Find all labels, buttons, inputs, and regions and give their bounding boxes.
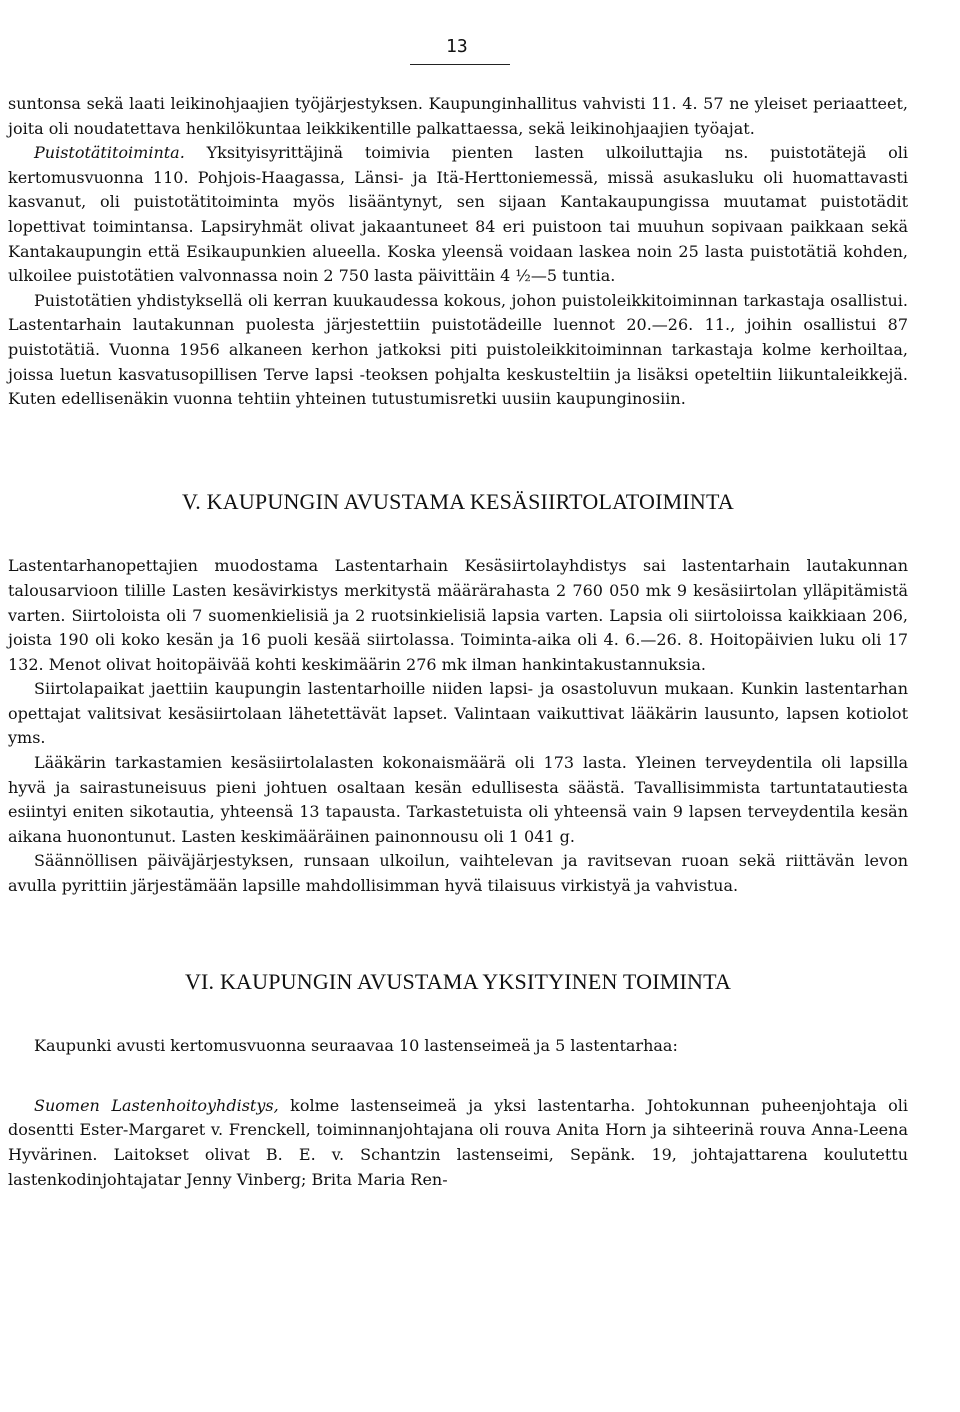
paragraph-paivajarjestys: Säännöllisen päiväjärjestyksen, runsaan ulkoilun, vaihtelevan ja ravitsevan ruoan sekä riittävän levon avulla pyrittiin järjestämään lapsille mahdollisimman hyvä tilaisuus virkistyä ja vahvistua. [8,851,908,896]
paragraph-text: Yksityisyrittäjinä toimivia pienten lasten ulkoiluttajia ns. puistotätejä oli kertomusvuonna 110. Pohjois-Haagassa, Länsi- ja Itä-Herttoniemessä, missä asukasluku oli huomattavasti kasvanut, oli puistotätitoiminta myös lisääntynyt, sen sijaan Kantakaupungissa muutamat puistotädit lopettivat toimintansa. Lapsiryhmät olivat jakaantuneet 84 eri puistoon tai muuhun sopivaan paikkaan sekä Kantakaupungin että Esikaupunkien alueella. Koska yleensä voidaan laskea noin 25 lasta puistotätiä kohden, ulkoilee puistotätien valvonnassa noin 2 750 lasta päivittäin 4 ½—5 tuntia. [8,143,908,286]
paragraph-puistotatitoiminta [8,141,908,289]
section-heading-vi: VI. KAUPUNGIN AVUSTAMA YKSITYINEN TOIMINTA [184,968,732,994]
paragraph-intro: Kaupunki avusti kertomusvuonna seuraavaa 10 lastenseimeä ja 5 lastentarhaa: [34,1036,678,1056]
paragraph-puistotatien-yhdistys: Puistotätien yhdistyksellä oli kerran kuukaudessa kokous, johon puistoleikkitoiminnan tarkastaja osallistui. Lastentarhain lautakunnan puolesta järjestettiin puistotädeille luennot 20.—26. 11., joihin osallistui 87 puistotätiä. Vuonna 1956 alkaneen kerhon jatkoksi piti puistoleikkitoiminnan tarkastaja kolme kerhoiltaa, joissa luetun kasvatusopillisen Terve lapsi -teoksen pohjalta keskusteltiin ja lisäksi opeteltiin liikuntaleikkejä. Kuten edellisenäkin vuonna tehtiin yhteinen tutustumisretki uusiin kaupunginosiin. [8,290,908,409]
page-number-rule [410,64,510,65]
page-body [8,92,908,1192]
organization-name: Suomen Lastenhoitoyhdistys, [34,1095,279,1115]
page-number: 13 [446,36,468,57]
paragraph-laakarin-tarkastus: Lääkärin tarkastamien kesäsiirtolalasten kokonaismäärä oli 173 lasta. Yleinen terveydentila oli lapsilla hyvä ja sairastuneisuus pieni johtuen osaltaan kesän edullisesta säästä. Tavallisimmista tartuntatautiesta esiintyi eniten sikotautia, yhteensä 13 tapausta. Tarkastetuista oli yhteensä vain 9 lapsen terveydentila kesän aikana huonontunut. Lasten keskimääräinen painonnousu oli 1 041 g. [8,753,908,846]
paragraph-siirtolapaikat: Siirtolapaikat jaettiin kaupungin lastentarhoille niiden lapsi- ja osastoluvun mukaan. Kunkin lastentarhan opettajat valitsivat kesäsiirtolaan lähetettävät lapset. Valintaan vaikuttivat lääkärin lausunto, lapsen kotiolot yms. [8,679,908,748]
section-heading-v: V. KAUPUNGIN AVUSTAMA KESÄSIIRTOLATOIMINTA [182,488,734,514]
paragraph-lastenhoitoyhdistys [8,1094,908,1192]
paragraph-continuation: suntonsa sekä laati leikinohjaajien työjärjestyksen. Kaupunginhallitus vahvisti 11. 4. 57 ne yleiset periaatteet, joita oli noudatettava henkilökuntaa leikkikentille palkattaessa, sekä leikinohjaajien työajat. [8,94,908,138]
paragraph-kesasiirtolat: Lastentarhanopettajien muodostama Lastentarhain Kesäsiirtolayhdistys sai lastentarhain lautakunnan talousarvioon tilille Lasten kesävirkistys merkitystä määrärahasta 2 760 050 mk 9 kesäsiirtolan ylläpitämistä varten. Siirtoloista oli 7 suomenkielisiä ja 2 ruotsinkielisiä lapsia varten. Lapsia oli siirtoloissa kaikkiaan 206, joista 190 oli koko kesän ja 16 puoli kesää siirtolassa. Toiminta-aika oli 4. 6.—26. 8. Hoitopäivien luku oli 17 132. Menot olivat hoitopäivää kohti keskimäärin 276 mk ilman hankintakustannuksia. [8,556,908,674]
run-in-label: Puistotätitoiminta. [34,143,185,163]
spacer [8,1059,908,1094]
paragraph-text: kolme lastenseimeä ja yksi lastentarha. Johtokunnan puheenjohtaja oli dosentti Ester-Margaret v. Frenckell, toiminnanjohtajana oli rouva Anita Horn ja sihteerinä rouva Anna-Leena Hyvärinen. Laitokset olivat B. E. v. Schantzin lastenseimi, Sepänk. 19, johtajattarena koulutettu lastenkodinjohtajatar Jenny Vinberg; Brita Maria Ren- [8,1095,908,1189]
